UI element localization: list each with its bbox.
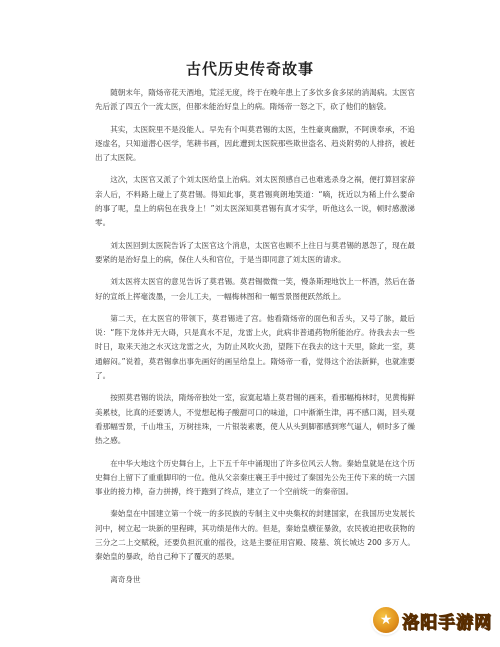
paragraph-1: 随朝末年，隋炀帝花天酒地，荒淫无度，终于在晚年患上了多饮多食多尿的消渴病。太医官先后派了四五个一流太医，但都未能治好皇上的病。隋炀帝一怒之下，砍了他们的脑袋。 xyxy=(95,88,415,112)
site-watermark xyxy=(373,607,492,633)
watermark-text: 洛阳手游网 xyxy=(402,612,492,633)
article-title: 古代历史传奇故事 xyxy=(185,60,314,78)
paragraph-6: 第二天，在太医官的带领下，莫君锡进了宫。他看隋炀帝的面色和舌头，又号了脉，最后说：“陛下龙体并无大碍，只是真水不足，龙雷上火，此病非普通药物所能治疗。待我去去一些时日，取来天池之水灭这龙雷之火，为防止风吹火劲，望陛下在我去的这十天里，除此一室，莫通解闷。”说着，莫君锡拿出事先画好的画呈给皇上。隋炀帝一看，觉得这个治法新鲜，也就准要了。 xyxy=(95,313,415,381)
paragraph-5: 刘太医将太医官的意见告诉了莫君锡。莫君锡微微一笑，慢条斯理地饮上一杯酒，然后在备好的宣纸上挥毫泼墨，一会儿工夫，一幅梅林图和一幅雪景图便跃然纸上。 xyxy=(95,277,415,301)
paragraph-9: 秦始皇在中国建立第一个统一的多民族的专制主义中央集权的封建国家，在我国历史发展长河中，树立起一块新的里程碑，其功绩是伟大的。但是，秦始皇横征暴敛，农民被迫把收获物的三分之二上交赋税，还要负担沉重的徭役，这是主要征用宫殿、陵墓、筑长城达 200 多万人。秦始皇的暴政，给自己种下了覆灭的恶果。 xyxy=(95,509,415,562)
paragraph-4: 刘太医回到太医院告诉了太医官这个消息，太医官也顾不上往日与莫君锡的恩怨了，现在最要紧的是治好皇上的病，保住人头和官位，于是当即同意了刘太医的请求。 xyxy=(95,240,415,264)
footer-note: 离奇身世 xyxy=(110,574,141,584)
article-body xyxy=(95,86,415,587)
paragraph-2: 其实，太医院里不是没能人。早先有个叫莫君锡的太医，生性豪爽幽默，不阿谀奉承，不追逐虚名，只知道潜心医学，笔耕书画，因此遭到太医院那些欺世盗名、趋炎附势的人排挤，被赶出了太医院。 xyxy=(95,124,415,163)
watermark-logo-icon: ★ xyxy=(373,607,399,633)
paragraph-8: 在中华大地这个历史舞台上，上下五千年中涌现出了许多位风云人物。秦始皇就是在这个历史舞台上留下了重重脚印的一位。他从父亲秦庄襄王手中接过了秦国先公先王传下来的统一六国事业的接力棒，奋力拼搏，终于跑到了终点，建立了一个空前统一的秦帝国。 xyxy=(95,458,415,497)
paragraph-3: 这次，太医官又派了个刘太医给皇上治病。刘太医预感自己也难逃杀身之祸，便打算回家辞亲人后，不料路上碰上了莫君锡。得知此事，莫君锡爽朗地笑道：“嘀，抚近以为稀上什么要命的事了呢，皇上的病包在我身上！”刘太医深知莫君锡有真才实学，听他这么一说，顿时感激涕零。 xyxy=(95,175,415,228)
paragraph-7: 按照莫君锡的说法，隋炀帝独处一室，寂寞起墙上莫君锡的画来，看那幅梅林时，见黄梅鲜美累枝，比真的还要诱人，不觉想起梅子酸甜可口的味道，口中渐渐生津，再不感口渴，回头观看那幅雪景，千山堆玉，万树挂珠，一片银装素裹，使人从头到脚都感到寒气逼人，顿时多了燥热之感。 xyxy=(95,393,415,446)
